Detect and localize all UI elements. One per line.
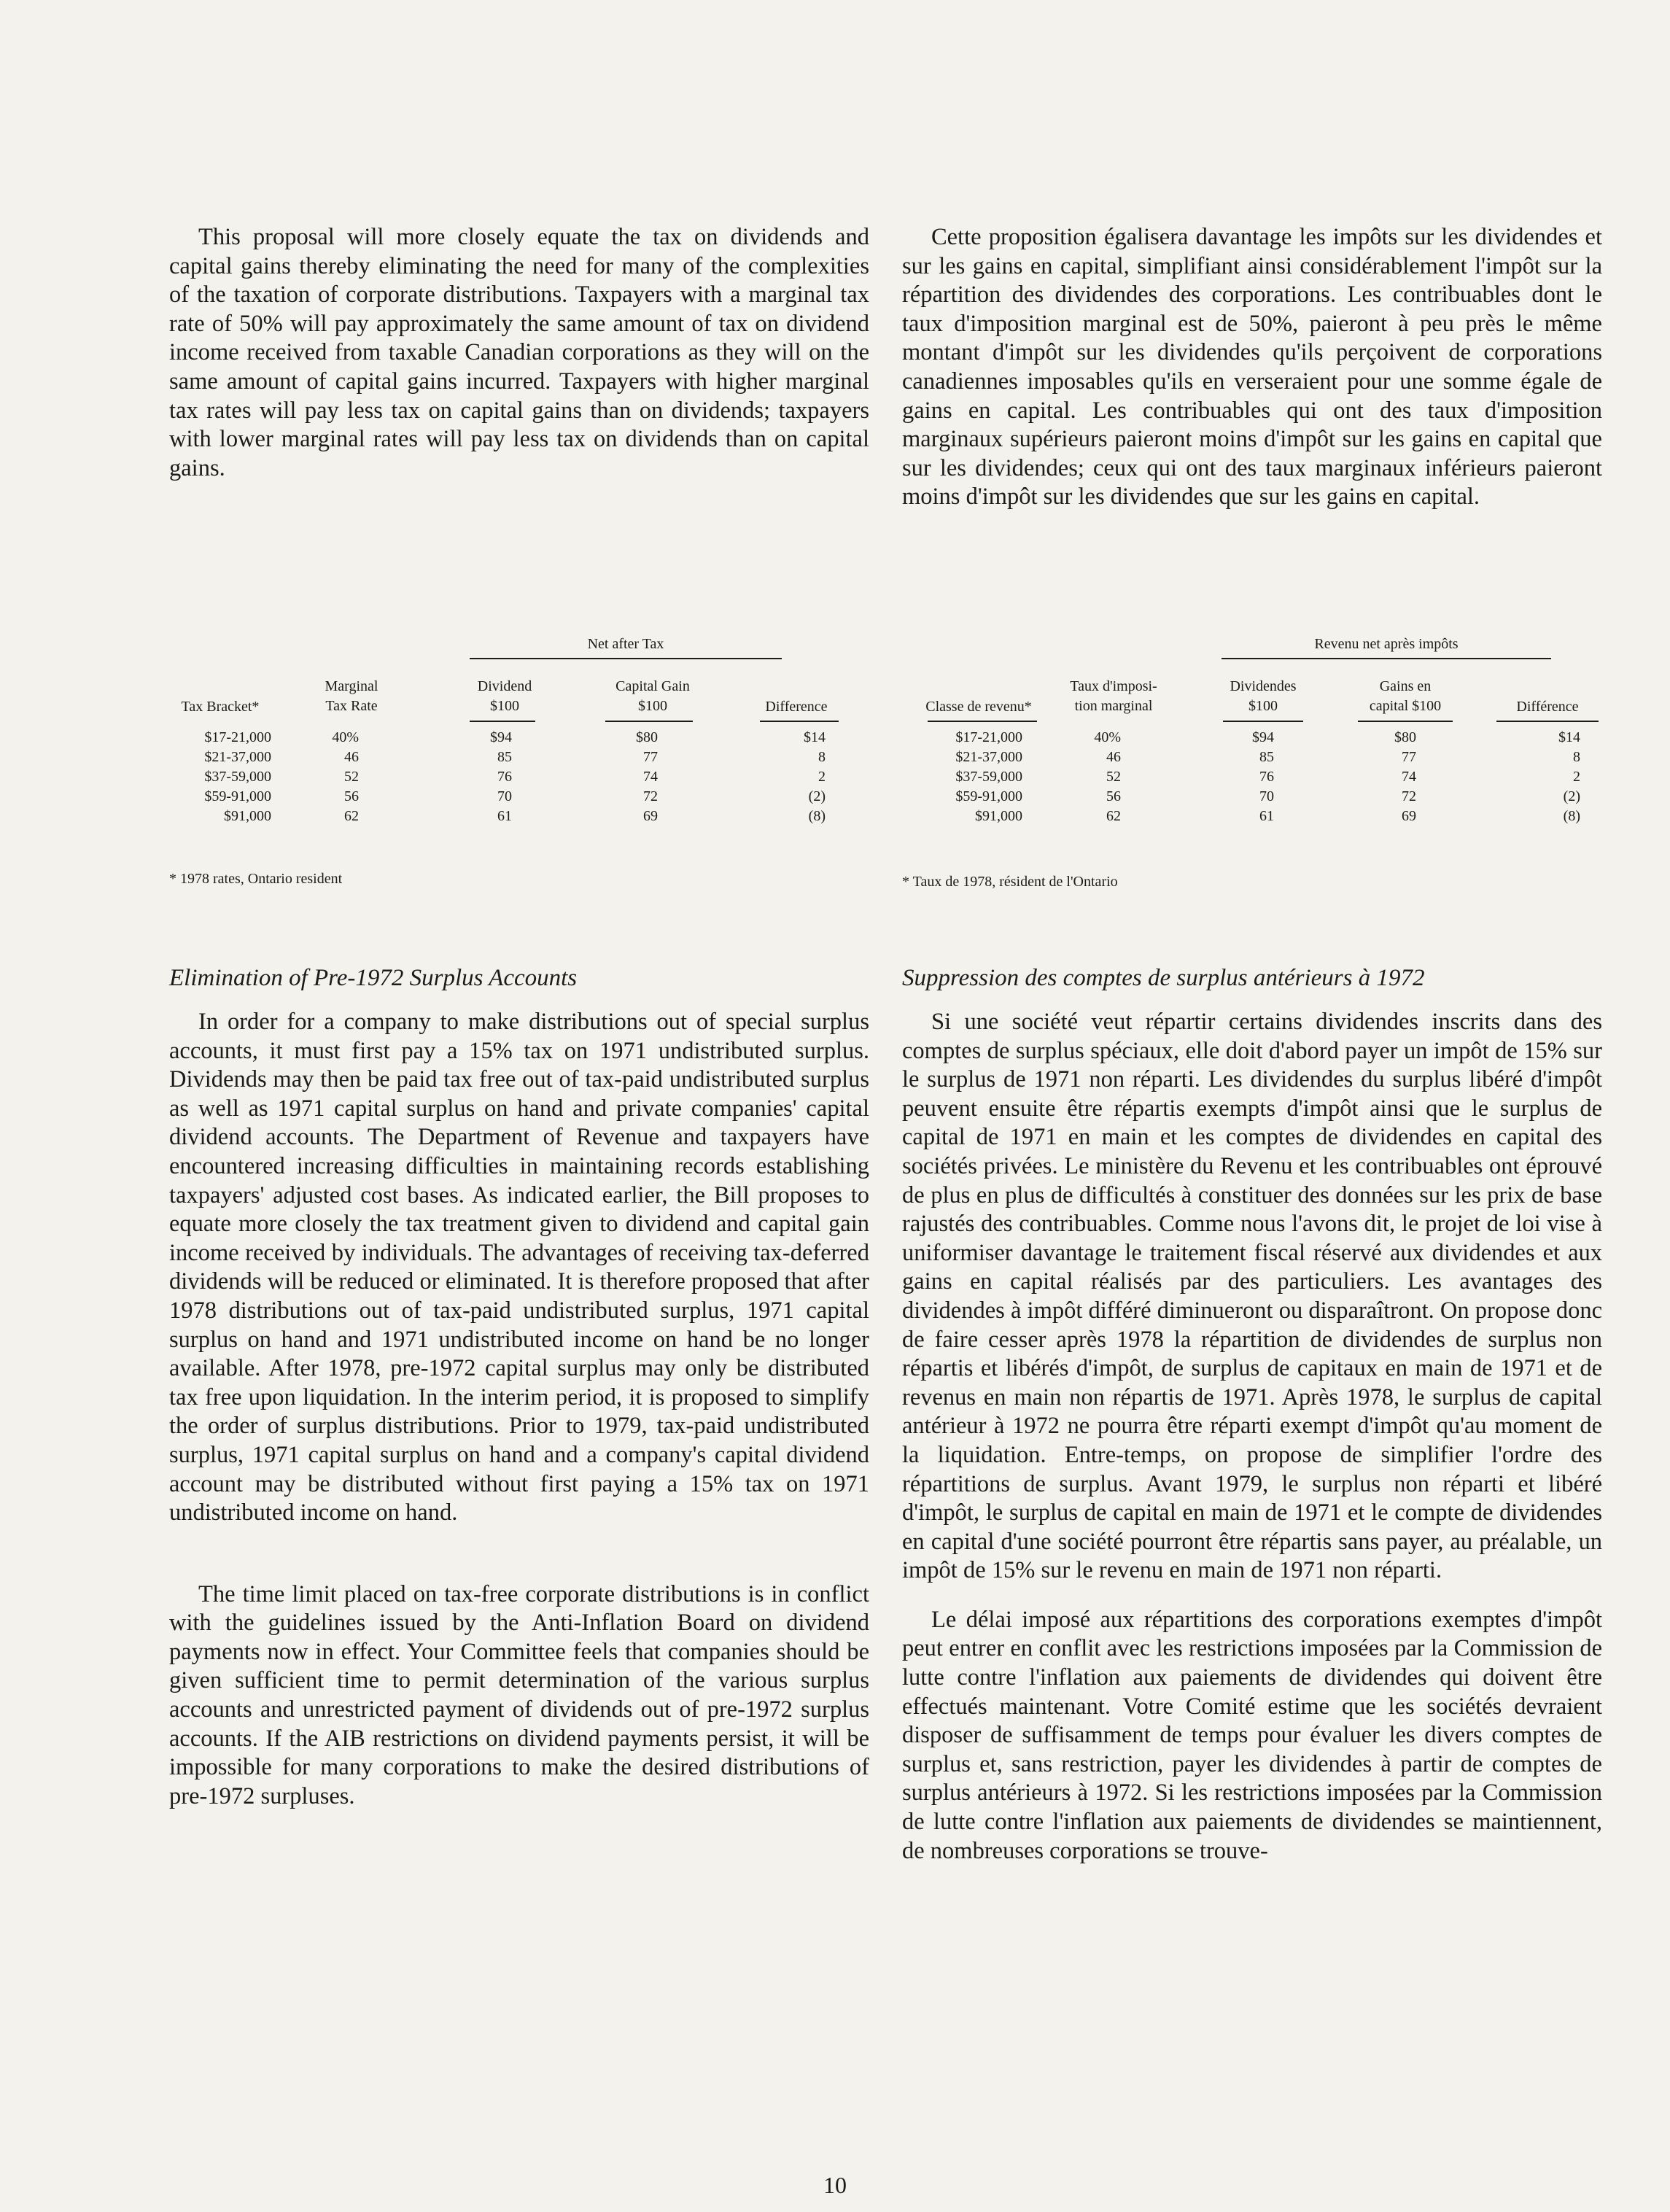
table-rule: [928, 721, 1037, 722]
english-intro-paragraph: This proposal will more closely equate the tax on dividends and capital gains thereby eliminating the need for many of the complexities of the taxation of corporate distributions. Taxpayers with a marginal tax rate of 50% will pay approximately the same amount of tax on dividend income received from taxable Canadian corporations as they will on the same amount of capital gains incurred. Taxpayers with higher marginal tax rates will pay less tax on capital gains than on dividends; taxpayers with lower marginal rates will pay less tax on dividends than on capital gains.: [169, 224, 869, 481]
col-header-difference: Difference: [765, 699, 828, 715]
english-tax-table: [169, 635, 847, 875]
table-cell-rate: 46: [344, 749, 359, 765]
table-cell-rate: 62: [344, 808, 359, 824]
table-rule: [470, 658, 782, 659]
col-header-rate-line1: Marginal: [325, 678, 378, 694]
col-header-bracket: Tax Bracket*: [181, 699, 260, 715]
table-rule: [470, 721, 535, 722]
col-header-dividend-line2: $100: [490, 698, 519, 714]
table-cell-bracket: $17-21,000: [955, 729, 1022, 745]
table-cell-bracket: $37-59,000: [204, 769, 271, 785]
table-rule: [760, 721, 839, 722]
col-header-gain: [598, 677, 707, 716]
table-cell-dividend: 70: [497, 788, 512, 804]
table-cell-gain: 77: [643, 749, 658, 765]
french-paragraph-2: Le délai imposé aux répartitions des corporations exemptes d'impôt peut entrer en conflit avec les restrictions imposées par la Commission de lutte contre l'inflation aux paiements de dividendes qui doivent être effectués maintenant. Votre Comité estime que les sociétés devraient disposer de suffisamment de temps pour évaluer les divers comptes de surplus et, sans restriction, payer les dividendes à partir de comptes de surplus antérieurs à 1972. Si les restrictions imposées par la Commission de lutte contre l'inflation aux paiements de dividendes se maintiennent, de nombreuses corporations se trouve-: [902, 1606, 1602, 1864]
english-section-heading: Elimination of Pre-1972 Surplus Accounts: [169, 965, 578, 991]
table-cell-difference: 8: [1573, 749, 1580, 765]
table-cell-bracket: $21-37,000: [955, 749, 1022, 765]
table-cell-bracket: $91,000: [975, 808, 1022, 824]
col-header-dividend: [1208, 677, 1318, 716]
table-cell-dividend: 85: [497, 749, 512, 765]
table-cell-bracket: $91,000: [224, 808, 271, 824]
table-rule: [1358, 721, 1453, 722]
table-cell-difference: 2: [818, 769, 826, 785]
french-intro: [902, 223, 1602, 512]
table-cell-bracket: $59-91,000: [955, 788, 1022, 804]
table-cell-dividend: 85: [1259, 749, 1274, 765]
table-cell-dividend: $94: [1252, 729, 1274, 745]
col-header-dividend: [461, 677, 548, 716]
table-cell-gain: 69: [1402, 808, 1416, 824]
table-cell-dividend: 76: [1259, 769, 1274, 785]
col-header-dividend-line1: Dividendes: [1230, 678, 1297, 694]
table-cell-bracket: $59-91,000: [204, 788, 271, 804]
table-cell-rate: 52: [344, 769, 359, 785]
table-cell-difference: (8): [1563, 808, 1580, 824]
col-header-gain-line2: capital $100: [1369, 698, 1442, 714]
table-cell-gain: 72: [1402, 788, 1416, 804]
french-section: [902, 965, 1602, 1866]
table-cell-rate: 62: [1106, 808, 1121, 824]
table-cell-bracket: $17-21,000: [204, 729, 271, 745]
english-section: [169, 965, 869, 1811]
table-rule: [1222, 658, 1551, 659]
col-header-rate: [308, 677, 395, 716]
english-intro: [169, 223, 869, 483]
table-cell-rate: 40%: [1094, 729, 1121, 745]
table-rule: [1223, 721, 1303, 722]
english-table-footnote: * 1978 rates, Ontario resident: [169, 871, 343, 887]
table-group-header: Net after Tax: [587, 636, 664, 652]
french-table-footnote: * Taux de 1978, résident de l'Ontario: [902, 874, 1118, 890]
table-cell-gain: $80: [636, 729, 658, 745]
col-header-rate: [1055, 677, 1172, 716]
table-cell-gain: 77: [1402, 749, 1416, 765]
table-cell-gain: $80: [1394, 729, 1416, 745]
table-cell-difference: 8: [818, 749, 826, 765]
table-cell-dividend: 61: [497, 808, 512, 824]
table-cell-rate: 56: [1106, 788, 1121, 804]
table-cell-gain: 74: [643, 769, 658, 785]
table-cell-dividend: 61: [1259, 808, 1274, 824]
table-cell-rate: 56: [344, 788, 359, 804]
french-tax-table: [902, 635, 1602, 875]
table-rule: [1496, 721, 1599, 722]
table-cell-bracket: $21-37,000: [204, 749, 271, 765]
english-paragraph-1: In order for a company to make distributions out of special surplus accounts, it must first pay a 15% tax on 1971 undistributed surplus. Dividends may then be paid tax free out of tax-paid undistributed surplus as well as 1971 capital surplus on hand and private companies' capital dividend accounts. The Department of Revenue and taxpayers have encountered increasing difficulties in maintaining records establishing taxpayers' adjusted cost bases. As indicated earlier, the Bill proposes to equate more closely the tax treatment given to dividend and capital gain income received by individuals. The advantages of receiving tax-deferred dividends will be reduced or eliminated. It is therefore proposed that after 1978 distributions out of tax-paid undistributed surplus, 1971 capital surplus on hand and 1971 undistributed income on hand be no longer available. After 1978, pre-1972 capital surplus may only be distributed tax free upon liquidation. In the interim period, it is proposed to simplify the order of surplus distributions. Prior to 1979, tax-paid undistributed surplus, 1971 capital surplus on hand and a company's capital dividend account may be distributed without first paying a 15% tax on 1971 undistributed income on hand.: [169, 1009, 869, 1526]
table-cell-difference: 2: [1573, 769, 1580, 785]
table-rule: [605, 721, 693, 722]
col-header-dividend-line2: $100: [1248, 698, 1278, 714]
table-cell-difference: (2): [1563, 788, 1580, 804]
table-cell-dividend: 76: [497, 769, 512, 785]
table-cell-bracket: $37-59,000: [955, 769, 1022, 785]
col-header-gain: [1351, 677, 1460, 716]
col-header-rate-line2: Tax Rate: [325, 698, 378, 714]
table-cell-dividend: 70: [1259, 788, 1274, 804]
french-intro-paragraph: Cette proposition égalisera davantage les impôts sur les dividendes et sur les gains en capital, simplifiant ainsi considérablement l'impôt sur la répartition des dividendes des corporations. Les contribuables dont le taux d'imposition marginal est de 50%, paieront à peu près le même montant d'impôt sur les dividendes qu'ils perçoivent de corporations canadiennes imposables qu'ils en verseraient pour une somme égale de gains en capital. Les contribuables qui ont des taux d'imposition marginaux supérieurs paieront moins d'impôt sur les gains en capital que sur les dividendes; ceux qui ont des taux marginaux inférieurs paieront moins d'impôt sur les dividendes que sur les gains en capital.: [902, 224, 1602, 511]
table-cell-difference: (8): [808, 808, 826, 824]
english-paragraph-2: The time limit placed on tax-free corporate distributions is in conflict with the guidelines issued by the Anti-Inflation Board on dividend payments now in effect. Your Committee feels that companies should be given sufficient time to permit determination of the various surplus accounts and unrestricted payment of dividends out of pre-1972 surplus accounts. If the AIB restrictions on dividend payments persist, it will be impossible for many corporations to make the desired distributions of pre-1972 surpluses.: [169, 1580, 869, 1809]
col-header-rate-line2: tion marginal: [1074, 698, 1153, 714]
col-header-gain-line2: $100: [638, 698, 667, 714]
col-header-dividend-line1: Dividend: [477, 678, 532, 694]
page-number: 10: [823, 2172, 847, 2198]
table-cell-difference: (2): [808, 788, 826, 804]
french-section-heading: Suppression des comptes de surplus antérieurs à 1972: [902, 965, 1425, 991]
col-header-rate-line1: Taux d'imposi-: [1070, 678, 1157, 694]
table-cell-difference: $14: [804, 729, 826, 745]
table-cell-rate: 52: [1106, 769, 1121, 785]
table-cell-gain: 74: [1402, 769, 1416, 785]
table-cell-dividend: $94: [490, 729, 512, 745]
col-header-bracket: Classe de revenu*: [925, 699, 1032, 715]
table-cell-gain: 69: [643, 808, 658, 824]
col-header-difference: Différence: [1516, 699, 1579, 715]
col-header-gain-line1: Capital Gain: [615, 678, 690, 694]
table-cell-rate: 46: [1106, 749, 1121, 765]
table-cell-rate: 40%: [332, 729, 359, 745]
table-cell-gain: 72: [643, 788, 658, 804]
table-cell-difference: $14: [1558, 729, 1580, 745]
french-paragraph-1: Si une société veut répartir certains dividendes inscrits dans des comptes de surplus spéciaux, elle doit d'abord payer un impôt de 15% sur le surplus de 1971 non réparti. Les dividendes du surplus libéré d'impôt peuvent ensuite être répartis exempts d'impôt ainsi que le surplus de capital de 1971 en main et les comptes de dividendes en capital des sociétés privées. Le ministère du Revenu et les contribuables ont éprouvé de plus en plus de difficultés à constituer des données sur les prix de base rajustés des contribuables. Comme nous l'avons dit, le projet de loi vise à uniformiser davantage le traitement fiscal réservé aux dividendes et aux gains en capital réalisés par des particuliers. Les avantages des dividendes à impôt différé diminueront ou disparaîtront. On propose donc de faire cesser après 1978 la répartition de dividendes de surplus non répartis et libérés d'impôt, de surplus de capitaux en main de 1971 et de revenus en main non répartis de 1971. Après 1978, le surplus de capital antérieur à 1972 ne pourra être réparti exempt d'impôt qu'au moment de la liquidation. Entre-temps, on propose de simplifier l'ordre des répartitions de surplus. Avant 1979, le surplus non réparti et libéré d'impôt, le surplus de capital en main de 1971 et le compte de dividendes en capital d'une société pourront être répartis sans payer, au préalable, un impôt de 15% sur le revenu en main de 1971 non réparti.: [902, 1009, 1602, 1584]
table-group-header: Revenu net après impôts: [1314, 636, 1459, 652]
col-header-gain-line1: Gains en: [1379, 678, 1432, 694]
